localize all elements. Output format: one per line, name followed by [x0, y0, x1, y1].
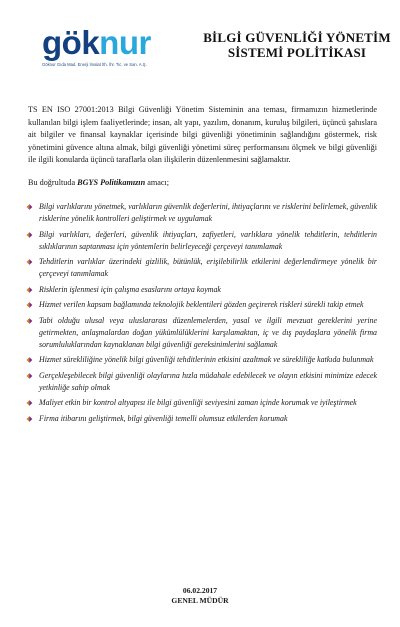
policy-item-text: Bilgi varlıkları, değerleri, güvenlik ihtiyaçları, zafiyetleri, varlıklara yönelik tehditlerin, tehditlerin sıklıklarının saptanması için yöntemlerin belirleyeceği çerçeveyi tanımlamak: [39, 229, 377, 251]
diamond-bullet-icon: [26, 301, 33, 309]
policy-item: [22, 299, 378, 311]
policy-item-text: Tehditlerin varlıklar üzerindeki gizlilik, bütünlük, erişilebilirlik etkilerini değerlendirmeye yönelik bir çerçeveyi tanımlamak: [39, 257, 377, 279]
policy-item: [22, 354, 378, 366]
diamond-bullet-icon: [26, 231, 33, 239]
policy-item: [22, 397, 378, 409]
logo-wordmark-part1: gök: [42, 24, 100, 61]
policy-item: [22, 284, 378, 296]
policy-item: [22, 229, 378, 253]
diamond-bullet-icon: [26, 399, 33, 407]
company-logo: [42, 26, 172, 76]
policy-item-text: Tabi olduğu ulusal veya uluslararası düzenlemelerden, yasal ve ilgili mevzuat gereklerini yerine getirmekten, anlaşmalardan doğan yükümlülüklerini karşılamaktan, iç ve dış paydaşlara yönelik firma sorumluluklarından kaynaklanan bilgi güvenliği gereksinimlerini sağlamak: [39, 315, 377, 349]
intro-paragraph: TS EN ISO 27001:2013 Bilgi Güvenliği Yönetim Sisteminin ana teması, firmamızın hizmetlerinde kullanılan bilgi işlem faaliyetlerinde; insan, alt yapı, yazılım, donanım, kuruluş bilgileri, üçüncü şahıslara ait bilgiler ve finansal kaynaklar içerisinde bilgi güvenliği yönetiminin sağlandığını göstermek, risk yönetimini güvence altına almak, bilgi güvenliği yönetimi süreç performansını ölçmek ve bilgi güvenliği ile ilgili konularda üçüncü taraflarla olan ilişkilerin düzenlenmesini sağlamaktır.: [28, 105, 377, 165]
policy-item: [22, 315, 378, 352]
policy-item: [22, 201, 378, 225]
diamond-bullet-icon: [26, 258, 33, 266]
diamond-bullet-icon: [26, 317, 33, 325]
diamond-bullet-icon: [26, 356, 33, 364]
lead-before: Bu doğrultuda: [28, 177, 78, 187]
policy-list: [22, 201, 378, 425]
diamond-bullet-icon: [26, 372, 33, 380]
document-title: [192, 30, 400, 60]
policy-item-text: Bilgi varlıklarını yönetmek, varlıkların güvenlik değerlerini, ihtiyaçlarını ve risklerini belirlemek, güvenlik risklerine yönelik kontrolleri geliştirmek ve uygulamak: [39, 201, 377, 224]
diamond-bullet-icon: [26, 415, 33, 423]
lead-after: amacı;: [145, 177, 170, 187]
policy-item-text: Risklerin işlenmesi için çalışma esaslarını ortaya koymak: [39, 284, 221, 294]
lead-bold: BGYS Politikamızın: [77, 177, 146, 187]
logo-wordmark: [42, 26, 172, 60]
policy-item: [22, 256, 378, 280]
policy-lead: [22, 177, 378, 189]
policy-item-text: Maliyet etkin bir kontrol altyapısı ile bilgi güvenliği seviyesini zaman içinde korumak ve iyileştirmek: [39, 398, 357, 408]
diamond-bullet-icon: [26, 203, 33, 211]
policy-item-text: Firma itibarını geliştirmek, bilgi güvenliği temelli olumsuz etkilerden korumak: [39, 413, 288, 423]
policy-item-text: Hizmet verilen kapsam bağlamında teknolojik beklentileri gözden geçirerek riskleri sürekli takip etmek: [39, 300, 364, 310]
signature-role: GENEL MÜDÜR: [171, 596, 229, 605]
document-title-line1: BİLGİ GÜVENLİĞİ YÖNETİM: [203, 30, 391, 45]
logo-tagline: Göknur Gıda Mad. Enerji İmalat İth. İhr. Tic. ve San. A.Ş.: [42, 62, 147, 67]
policy-item-text: Hizmet sürekliliğine yönelik bilgi güvenliği tehditlerinin etkisini azaltmak ve sürekliliğe katkıda bulunmak: [39, 355, 374, 365]
document-header: [22, 0, 391, 84]
policy-item-text: Gerçekleşebilecek bilgi güvenliği olaylarına hızla müdahale edebilecek ve olayın etkisini minimize edecek yetkinliğe sahip olmak: [39, 370, 377, 392]
diamond-bullet-icon: [26, 286, 33, 294]
logo-wordmark-part2: nur: [99, 24, 151, 61]
document-title-line2: SİSTEMİ POLİTİKASI: [227, 45, 367, 60]
signature-date: 06.02.2017: [182, 586, 218, 595]
policy-item: [22, 370, 378, 394]
policy-item: [22, 413, 378, 425]
